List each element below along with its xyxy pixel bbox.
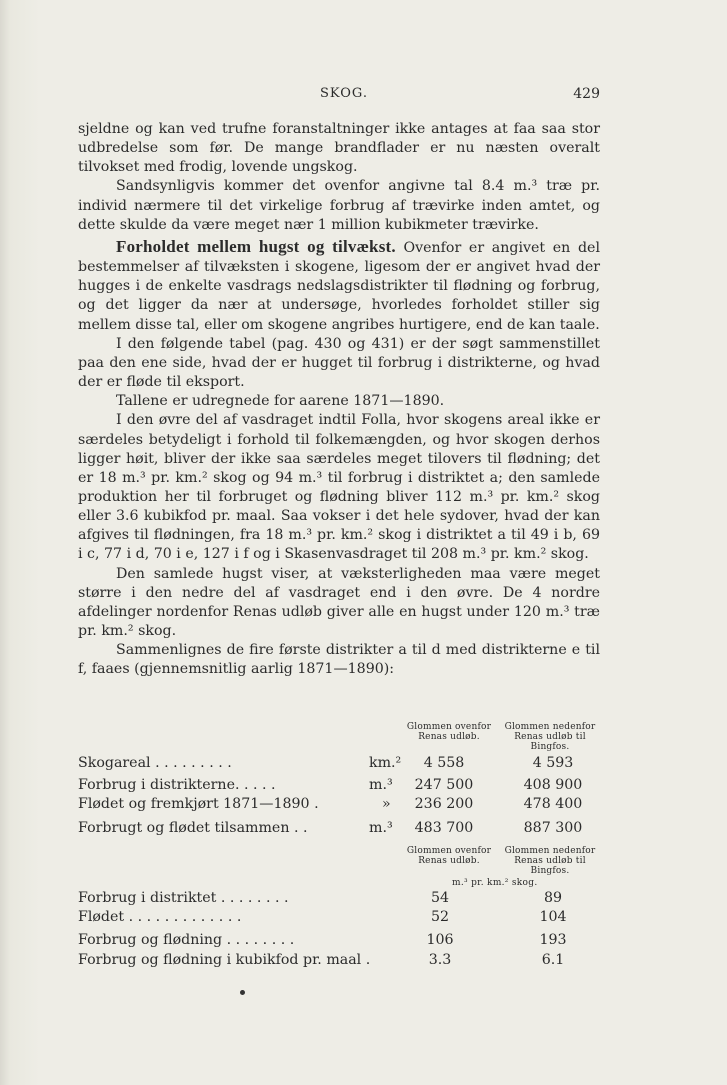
row-unit: km.² <box>369 755 402 771</box>
row-label: Forbrug i distriktet . . . . . . . . <box>78 890 289 906</box>
row-value-col2: 193 <box>539 932 567 948</box>
row-value-col1: 106 <box>426 932 454 948</box>
row-value-col2: 6.1 <box>541 952 565 968</box>
section-heading: Forholdet mellem hugst og tilvækst. <box>116 236 396 256</box>
row-value-col1: 236 200 <box>414 796 474 812</box>
row-value-col1: 54 <box>430 890 450 906</box>
row-value-col1: 4 558 <box>423 755 465 771</box>
table-row <box>78 777 600 796</box>
ink-spot <box>240 990 245 995</box>
table-row <box>78 755 600 774</box>
row-value-col2: 478 400 <box>523 796 583 812</box>
paragraph-forbrug: Sandsynligvis kommer det ovenfor angivne tal 8.4 m.³ træ pr. individ nærmere til det virkelige forbrug af trævirke inden amtet, og dette skulde da være meget nær 1 million kubikmeter trævirke. <box>78 178 600 233</box>
table-row <box>78 909 600 928</box>
paragraph-continued: sjeldne og kan ved trufne foranstaltninger ikke antages at faa saa stor udbredelse som før. De mange brandflader er nu næsten overalt tilvokset med frodig, lovende ungskog. <box>78 121 600 176</box>
table-row <box>78 952 600 971</box>
row-value-col2: 104 <box>539 909 567 925</box>
row-label: Flødet . . . . . . . . . . . . . <box>78 909 242 925</box>
row-unit: m.³ <box>369 820 393 836</box>
body-text <box>78 120 600 680</box>
table1-col2-header: Glommen nedenfor Renas udløb til Bingfos. <box>504 722 596 752</box>
row-value-col1: 52 <box>430 909 450 925</box>
row-unit: m.³ <box>369 777 393 793</box>
running-title: SKOG. <box>320 86 368 101</box>
row-label: Forbrug og flødning i kubikfod pr. maal . <box>78 952 371 968</box>
row-value-col2: 4 593 <box>532 755 574 771</box>
row-label: Flødet og fremkjørt 1871—1890 . <box>78 796 319 812</box>
row-label: Forbrugt og flødet tilsammen . . <box>78 820 308 836</box>
row-value-col1: 483 700 <box>414 820 474 836</box>
table-row <box>78 890 600 909</box>
section-intro: Ovenfor er angivet en del bestemmelser af tilvæksten i skogene, ligesom der er angivet hvad der hugges i de enkelte vasdrags nedslagsdistrikter til flødning og forbrug, og det ligger da nær at undersøge, hvorledes forholdet stiller sig mellem disse tal, eller om skogene angribes hurtigere, end de kan taale. <box>78 239 600 333</box>
row-value-col2: 408 900 <box>523 777 583 793</box>
section-paragraph <box>78 237 600 335</box>
paragraph-hugst: Den samlede hugst viser, at væksterligheden maa være meget større i den nedre del af vasdraget end i den øvre. De 4 nordre afdelinger nordenfor Renas udløb giver alle en hugst under 120 m.³ træ pr. km.² skog. <box>78 565 600 640</box>
table1-col1-header: Glommen ovenfor Renas udløb. <box>406 722 492 742</box>
paragraph-sammenlignes: Sammenlignes de fire første distrikter a til d med distrikterne e til f, faaes (gjennemsnitlig aarlig 1871—1890): <box>78 642 600 678</box>
row-value-col1: 247 500 <box>414 777 474 793</box>
row-value-col2: 887 300 <box>523 820 583 836</box>
paragraph-tabel: I den følgende tabel (pag. 430 og 431) er der søgt sammenstillet paa den ene side, hvad der er hugget til forbrug i distrikterne, og hvad der er fløde til eksport. <box>78 335 600 391</box>
row-value-col2: 89 <box>543 890 563 906</box>
table-row <box>78 932 600 951</box>
row-value-col1: 3.3 <box>428 952 452 968</box>
table-row <box>78 796 600 815</box>
page-number: 429 <box>573 86 600 102</box>
row-label: Skogareal . . . . . . . . . <box>78 755 232 771</box>
row-label: Forbrug i distrikterne. . . . . <box>78 777 276 793</box>
row-label: Forbrug og flødning . . . . . . . . <box>78 932 295 948</box>
table2-unit-note: m.³ pr. km.² skog. <box>452 878 538 888</box>
row-unit: » <box>382 796 391 812</box>
paragraph-aarene: Tallene er udregnede for aarene 1871—1890. <box>116 393 445 410</box>
running-header <box>78 86 600 106</box>
table2-col1-header: Glommen ovenfor Renas udløb. <box>406 846 492 866</box>
table2-col2-header: Glommen nedenfor Renas udløb til Bingfos. <box>504 846 596 876</box>
paragraph-folla: I den øvre del af vasdraget indtil Folla, hvor skogens areal ikke er særdeles betydeligt i forhold til folkemængden, og hvor skogen derhos ligger høit, bliver der ikke saa særdeles meget tilovers til flødning; det er 18 m.³ pr. km.² skog og 94 m.³ til forbrug i distriktet a; den samlede produktion her til forbruget og flødning bliver 112 m.³ pr. km.² skog eller 3.6 kubikfod pr. maal. Saa vokser i det hele sydover, hvad der kan afgives til flødningen, fra 18 m.³ pr. km.² skog i distriktet a til 49 i b, 69 i c, 77 i d, 70 i e, 127 i f og i Skasenvasdraget til 208 m.³ pr. km.² skog. <box>78 412 600 563</box>
table-row <box>78 820 600 839</box>
